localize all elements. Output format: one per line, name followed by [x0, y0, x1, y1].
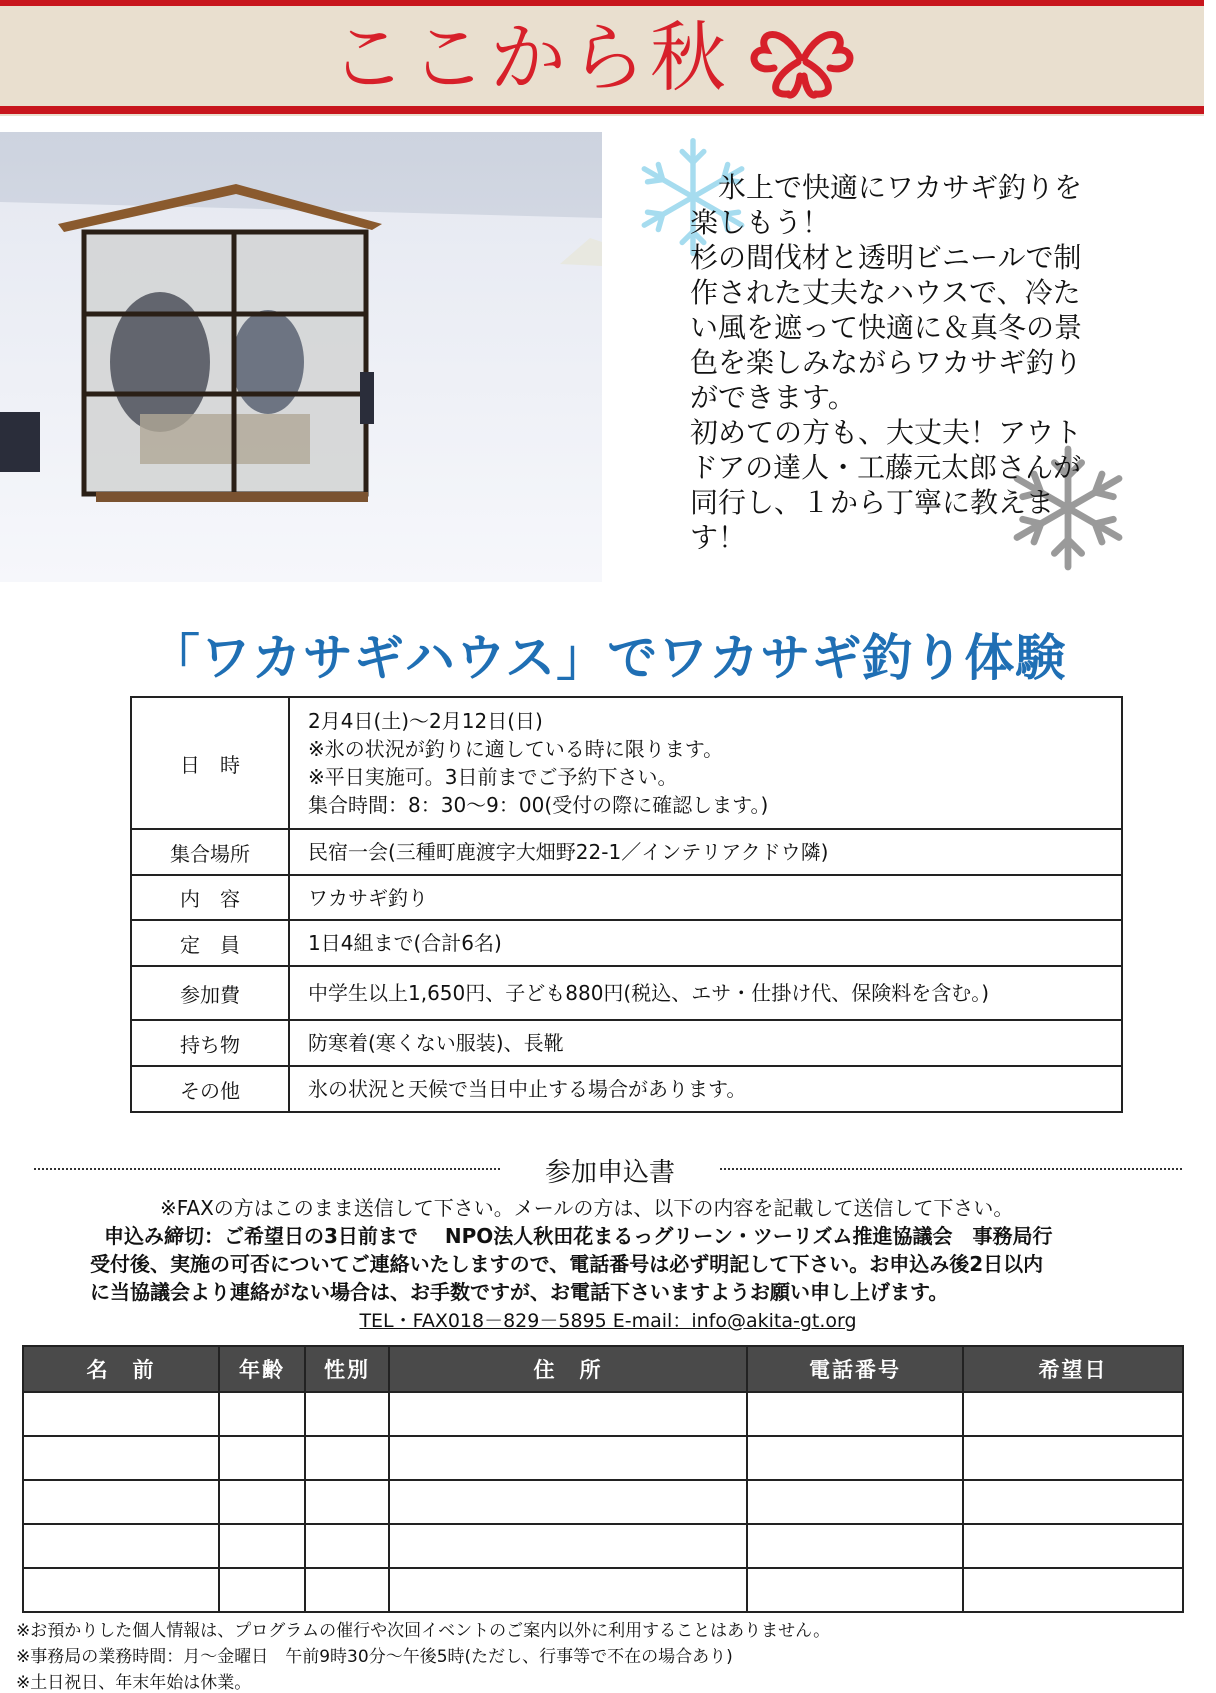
header-title: ここから秋 [330, 13, 730, 102]
info-value [289, 697, 1122, 829]
application-field-cell[interactable] [963, 1436, 1183, 1480]
info-value: ワカサギ釣り [289, 875, 1122, 920]
column-header-age: 年齢 [219, 1346, 305, 1392]
application-field-cell[interactable] [23, 1568, 219, 1612]
application-field-cell[interactable] [219, 1392, 305, 1436]
info-line: 2月4日(土)～2月12日(日) [308, 709, 543, 733]
application-table [22, 1345, 1184, 1613]
application-field-cell[interactable] [747, 1524, 963, 1568]
footnote: ※土日祝日、年末年始は休業。 [16, 1673, 252, 1693]
info-label: 参加費 [131, 966, 289, 1020]
intro-text [690, 170, 1090, 555]
info-label: 持ち物 [131, 1020, 289, 1066]
info-table [130, 696, 1123, 1113]
form-deadline: 申込み締切：ご希望日の3日前まで NPO法人秋田花まるっグリーン・ツーリズム推進協議会 事務局行 [104, 1224, 1053, 1248]
application-row [23, 1436, 1183, 1480]
application-row [23, 1524, 1183, 1568]
info-value: 氷の状況と天候で当日中止する場合があります。 [289, 1066, 1122, 1112]
info-label: 集合場所 [131, 829, 289, 875]
info-line: 集合時間：8：30～9：00(受付の際に確認します。) [308, 793, 769, 817]
intro-paragraph: 氷上で快適にワカサギ釣りを楽しもう！ [690, 171, 1083, 239]
application-field-cell[interactable] [389, 1392, 747, 1436]
application-field-cell[interactable] [23, 1480, 219, 1524]
application-field-cell[interactable] [305, 1480, 389, 1524]
column-header-date: 希望日 [963, 1346, 1183, 1392]
application-field-cell[interactable] [219, 1524, 305, 1568]
info-label: その他 [131, 1066, 289, 1112]
info-value: 1日4組まで(合計6名) [289, 920, 1122, 966]
info-row-other [131, 1066, 1122, 1112]
form-note: に当協議会より連絡がない場合は、お手数ですが、お電話下さいますようお願い申し上げます。 [90, 1280, 949, 1304]
main-title: 「ワカサギハウス」でワカサギ釣り体験 [149, 629, 1067, 687]
intro-paragraph: 初めての方も、大丈夫！アウトドアの達人・工藤元太郎さんが同行し、１から丁寧に教えます！ [690, 416, 1083, 554]
info-row-capacity [131, 920, 1122, 966]
info-label: 定 員 [131, 920, 289, 966]
application-field-cell[interactable] [305, 1392, 389, 1436]
application-field-cell[interactable] [747, 1436, 963, 1480]
header-bottom-line [0, 106, 1204, 114]
application-field-cell[interactable] [389, 1524, 747, 1568]
application-field-cell[interactable] [963, 1480, 1183, 1524]
info-row-content [131, 875, 1122, 920]
intro-paragraph: 杉の間伐材と透明ビニールで制作された丈夫なハウスで、冷たい風を遮って快適に＆真冬の景色を楽しみながらワカサギ釣りができます。 [690, 241, 1083, 414]
dotted-divider [720, 1168, 1182, 1170]
info-value: 中学生以上1,650円、子ども880円(税込、エサ・仕掛け代、保険料を含む。) [289, 966, 1122, 1020]
application-field-cell[interactable] [389, 1480, 747, 1524]
application-field-cell[interactable] [389, 1568, 747, 1612]
application-field-cell[interactable] [747, 1568, 963, 1612]
application-row [23, 1480, 1183, 1524]
application-field-cell[interactable] [305, 1436, 389, 1480]
header-top-line [0, 0, 1204, 6]
application-field-cell[interactable] [747, 1392, 963, 1436]
application-field-cell[interactable] [23, 1524, 219, 1568]
info-row-place [131, 829, 1122, 875]
application-field-cell[interactable] [219, 1480, 305, 1524]
contact-info: TEL・FAX018－829－5895 E-mail：info@akita-gt.org [359, 1310, 857, 1332]
form-note: 受付後、実施の可否についてご連絡いたしますので、電話番号は必ず明記して下さい。お申込み後2日以内 [90, 1252, 1044, 1276]
info-value: 民宿一会(三種町鹿渡字大畑野22-1／インテリアクドウ隣) [289, 829, 1122, 875]
footnote: ※お預かりした個人情報は、プログラムの催行や次回イベントのご案内以外に利用することはありません。 [16, 1621, 831, 1641]
application-field-cell[interactable] [23, 1392, 219, 1436]
application-row [23, 1392, 1183, 1436]
dotted-divider [34, 1168, 500, 1170]
column-header-address: 住 所 [389, 1346, 747, 1392]
application-field-cell[interactable] [963, 1392, 1183, 1436]
info-label: 日 時 [131, 697, 289, 829]
application-field-cell[interactable] [747, 1480, 963, 1524]
form-note: ※FAXの方はこのまま送信して下さい。メールの方は、以下の内容を記載して送信して下さい。 [160, 1196, 1014, 1220]
info-row-datetime [131, 697, 1122, 829]
application-field-cell[interactable] [963, 1568, 1183, 1612]
ice-fishing-house-photo [0, 132, 602, 582]
info-row-fee [131, 966, 1122, 1020]
application-field-cell[interactable] [23, 1436, 219, 1480]
application-field-cell[interactable] [389, 1436, 747, 1480]
clover-icon [742, 18, 862, 102]
column-header-gender: 性別 [305, 1346, 389, 1392]
footnote: ※事務局の業務時間：月～金曜日 午前9時30分～午後5時(ただし、行事等で不在の場合あり) [16, 1647, 733, 1667]
info-label: 内 容 [131, 875, 289, 920]
application-field-cell[interactable] [305, 1524, 389, 1568]
info-line: ※平日実施可。3日前までご予約下さい。 [308, 765, 678, 789]
application-header-row [23, 1346, 1183, 1392]
application-field-cell[interactable] [963, 1524, 1183, 1568]
application-field-cell[interactable] [219, 1436, 305, 1480]
application-row [23, 1568, 1183, 1612]
column-header-phone: 電話番号 [747, 1346, 963, 1392]
form-title: 参加申込書 [544, 1158, 675, 1188]
info-line: ※氷の状況が釣りに適している時に限ります。 [308, 737, 724, 761]
application-field-cell[interactable] [219, 1568, 305, 1612]
column-header-name: 名 前 [23, 1346, 219, 1392]
info-row-belongings [131, 1020, 1122, 1066]
application-field-cell[interactable] [305, 1568, 389, 1612]
info-value: 防寒着(寒くない服装)、長靴 [289, 1020, 1122, 1066]
